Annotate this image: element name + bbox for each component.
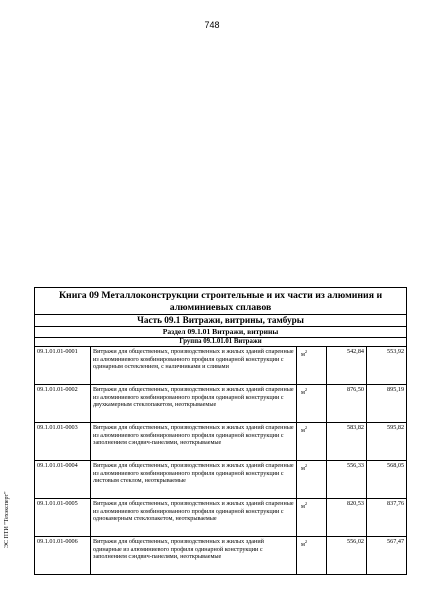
row-description: Витражи для общественных, производственных и жилых зданий спаренные из алюминиевого комбинированного профиля одинарной конструкции с заполнением сэндвич-панелями, неоткрываемые [91,423,297,461]
row-price-1: 583,82 [327,423,367,461]
row-code: 09.1.01.01-0005 [35,499,91,537]
group-title: Группа 09.1.01.01 Витражи [35,337,407,347]
row-price-2: 895,19 [367,385,407,423]
table-row [35,461,407,499]
side-note: ЭС ПТИ "Техэксперт" [4,491,10,548]
row-code: 09.1.01.01-0002 [35,385,91,423]
book-header-row [35,288,407,315]
table-row [35,423,407,461]
row-description: Витражи для общественных, производственных и жилых зданий одинарные из алюминиевого профиля одинарной конструкции с заполнением сэндвич-панелями, неоткрываемые [91,537,297,575]
row-description: Витражи для общественных, производственных и жилых зданий спаренные из алюминиевого комбинированного профиля одинарной конструкции с одинарным остеклением, с наличниками и сливами [91,347,297,385]
row-code: 09.1.01.01-0001 [35,347,91,385]
row-price-1: 556,33 [327,461,367,499]
row-price-1: 542,84 [327,347,367,385]
row-code: 09.1.01.01-0004 [35,461,91,499]
row-unit: $м^2$ [297,347,327,385]
row-unit: $м^2$ [297,423,327,461]
row-price-2: 837,76 [367,499,407,537]
row-price-2: 595,82 [367,423,407,461]
row-unit: $м^2$ [297,537,327,575]
row-price-2: 567,47 [367,537,407,575]
row-price-1: 556,02 [327,537,367,575]
section-title: Раздел 09.1.01 Витражи, витрины [35,327,407,338]
page-number: 748 [204,20,220,30]
part-header-row [35,315,407,327]
group-header-row [35,337,407,347]
price-table [34,287,407,575]
row-description: Витражи для общественных, производственных и жилых зданий спаренные из алюминиевого комбинированного профиля одинарной конструкции с двухкамерным стеклопакетом, неоткрываемые [91,385,297,423]
row-description: Витражи для общественных, производственных и жилых зданий спаренные из алюминиевого комбинированного профиля одинарной конструкции с листовым стеклом, неоткрываемые [91,461,297,499]
table-row [35,499,407,537]
table-row [35,385,407,423]
part-title: Часть 09.1 Витражи, витрины, тамбуры [35,315,407,327]
row-price-2: 568,05 [367,461,407,499]
row-unit: $м^2$ [297,461,327,499]
row-unit: $м^2$ [297,499,327,537]
row-price-2: 553,92 [367,347,407,385]
row-code: 09.1.01.01-0006 [35,537,91,575]
book-title: Книга 09 Металлоконструкции строительные и их части из алюминия и алюминиевых сплавов [35,288,407,315]
section-header-row [35,327,407,338]
row-unit: $м^2$ [297,385,327,423]
row-code: 09.1.01.01-0003 [35,423,91,461]
table-row [35,537,407,575]
row-price-1: 820,53 [327,499,367,537]
row-description: Витражи для общественных, производственных и жилых зданий спаренные из алюминиевого комбинированного профиля одинарной конструкции с однокамерным стеклопакетом, неоткрываемые [91,499,297,537]
row-price-1: 876,50 [327,385,367,423]
table-row [35,347,407,385]
